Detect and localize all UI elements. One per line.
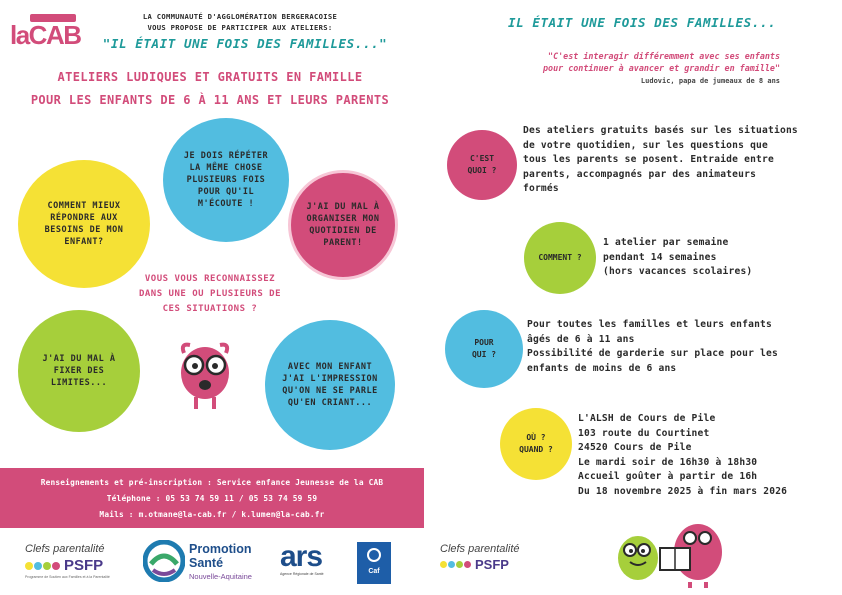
what-text	[523, 124, 833, 197]
contact-line-2: Téléphone : 05 53 74 59 11 / 05 53 74 59 59	[106, 494, 318, 503]
situation-circle-limits	[18, 310, 140, 432]
label-text: QUAND ?	[519, 445, 553, 454]
circle-text: QUOTIDIEN DE	[309, 226, 377, 236]
text-line: âgés de 6 à 11 ans	[527, 333, 635, 345]
right-title: IL ÉTAIT UNE FOIS DES FAMILLES...	[508, 15, 777, 30]
text-line: Possibilité de garderie sur place pour les	[527, 348, 778, 359]
page-title: "IL ÉTAIT UNE FOIS DES FAMILLES..."	[102, 36, 388, 51]
label-circle-who	[445, 310, 523, 388]
caf-text: Caf	[368, 568, 380, 575]
circle-text: J'AI DU MAL À	[42, 354, 116, 364]
mascot-worried-icon	[170, 335, 240, 415]
circle-text: FIXER DES	[53, 366, 105, 376]
question-line: VOUS VOUS RECONNAISSEZ	[144, 274, 276, 284]
clefs-text: Clefs parentalité	[440, 543, 520, 555]
circle-text: J'AI L'IMPRESSION	[282, 374, 378, 384]
circle-text: ENFANT?	[64, 237, 104, 247]
circle-text: M'ÉCOUTE !	[197, 199, 255, 209]
psfp-dots-icon	[25, 562, 64, 570]
mascots-reading-icon	[610, 510, 730, 590]
text-line: de votre quotidien, sur les questions que	[523, 139, 769, 151]
text-line: pendant 14 semaines	[603, 251, 717, 263]
circle-text: PARENT!	[323, 238, 363, 248]
label-circle-where-when	[500, 408, 572, 480]
promotion-sante-swirl-icon	[143, 540, 185, 582]
text-line: L'ALSH de Cours de Pile	[578, 413, 716, 424]
text-line: 1 atelier par semaine	[603, 237, 729, 248]
how-text	[603, 236, 833, 280]
circle-text: J'AI DU MAL À	[306, 202, 380, 212]
caf-logo	[357, 542, 391, 584]
text-line: Le mardi soir de 16h30 à 18h30	[578, 456, 758, 468]
question-line: DANS UNE OU PLUSIEURS DE	[138, 289, 282, 299]
circle-text: ORGANISER MON	[306, 214, 380, 224]
psfp-dots-icon	[440, 561, 475, 568]
circle-text: POUR QU'IL	[197, 187, 255, 197]
caf-family-icon	[367, 548, 381, 562]
text-line: Accueil goûter à partir de 16h	[578, 471, 758, 482]
text-line: (hors vacances scolaires)	[603, 266, 753, 277]
intro-line-2: VOUS PROPOSE DE PARTICIPER AUX ATELIERS:	[147, 23, 333, 32]
contact-band	[0, 468, 424, 528]
circle-text: LA MÊME CHOSE	[189, 163, 263, 173]
psfp-subtext: Programme de Soutien aux Familles et à la Parentalité	[25, 575, 110, 579]
text-line: Pour toutes les familles et leurs enfants	[527, 319, 773, 330]
text-line: 24520 Cours de Pile	[578, 442, 692, 453]
text-line: parents, accompagnés par des animateurs	[523, 168, 757, 180]
promotion-sante-logo	[143, 538, 268, 586]
text-line: Du 18 novembre 2025 à fin mars 2026	[578, 485, 788, 497]
promo-text-1: Promotion	[189, 542, 252, 556]
situation-circle-organize	[288, 170, 398, 280]
label-text: C'EST	[469, 154, 495, 163]
circle-text: AVEC MON ENFANT	[287, 362, 373, 372]
circle-text: LIMITES...	[50, 378, 108, 388]
cab-logo-text: laCAB	[10, 20, 81, 50]
psfp-text: PSFP	[64, 557, 104, 574]
promo-text-2: Santé	[189, 556, 224, 570]
label-circle-what	[447, 130, 517, 200]
intro-line-1: LA COMMUNAUTÉ D'AGGLOMÉRATION BERGERACOISE	[142, 12, 338, 21]
question-text	[110, 272, 310, 317]
ars-text: ars	[280, 540, 323, 573]
label-text: OÙ ?	[526, 433, 546, 442]
ars-logo	[280, 542, 350, 582]
text-line: Des ateliers gratuits basés sur les situations	[523, 125, 798, 136]
circle-text: RÉPONDRE AUX	[50, 213, 118, 223]
label-text: QUOI ?	[467, 166, 497, 175]
text-line: enfants de moins de 6 ans	[527, 362, 677, 374]
subtitle-2: POUR LES ENFANTS DE 6 À 11 ANS ET LEURS PARENTS	[30, 93, 390, 107]
cab-logo	[8, 14, 81, 50]
situation-circle-repeat	[163, 118, 289, 242]
text-line: 103 route du Courtinet	[578, 427, 710, 439]
contact-line-1: Renseignements et pré-inscription : Service enfance Jeunesse de la CAB	[40, 478, 384, 487]
circle-text: QU'ON NE SE PARLE	[282, 386, 378, 396]
question-line: CES SITUATIONS ?	[162, 304, 258, 314]
label-text: COMMENT ?	[538, 253, 582, 262]
label-text: POUR	[474, 338, 494, 347]
ars-subtext: Agence Régionale de Santé	[280, 572, 324, 576]
text-line: formés	[523, 183, 559, 194]
subtitle-1: ATELIERS LUDIQUES ET GRATUITS EN FAMILLE	[57, 70, 363, 84]
clefs-text: Clefs parentalité	[25, 543, 105, 555]
circle-text: QU'EN CRIANT...	[287, 398, 373, 408]
circle-text: BESOINS DE MON	[44, 225, 124, 235]
who-text	[527, 318, 837, 376]
situation-circle-shouting	[265, 320, 395, 450]
quote	[470, 50, 780, 87]
text-line: tous les parents se posent. Entraide entre	[523, 154, 774, 165]
clefs-parentalite-logo-right	[440, 543, 550, 583]
clefs-parentalite-logo	[25, 543, 135, 583]
contact-line-3[interactable]: Mails : m.otmane@la-cab.fr / k.lumen@la-cab.fr	[99, 510, 325, 519]
situation-circle-needs	[18, 160, 150, 288]
circle-text: COMMENT MIEUX	[47, 201, 121, 211]
circle-text: PLUSIEURS FOIS	[186, 175, 266, 185]
circle-text: JE DOIS RÉPÉTER	[183, 151, 269, 161]
psfp-text: PSFP	[475, 557, 509, 572]
label-circle-how	[524, 222, 596, 294]
quote-author: Ludovic, papa de jumeaux de 8 ans	[640, 77, 780, 85]
promo-text-3: Nouvelle-Aquitaine	[189, 572, 252, 581]
quote-line-1: "C'est interagir différemment avec ses enfants	[548, 51, 780, 61]
label-text: QUI ?	[471, 350, 497, 359]
where-when-text	[578, 412, 838, 499]
quote-line-2: pour continuer à avancer et grandir en famille"	[543, 63, 780, 73]
